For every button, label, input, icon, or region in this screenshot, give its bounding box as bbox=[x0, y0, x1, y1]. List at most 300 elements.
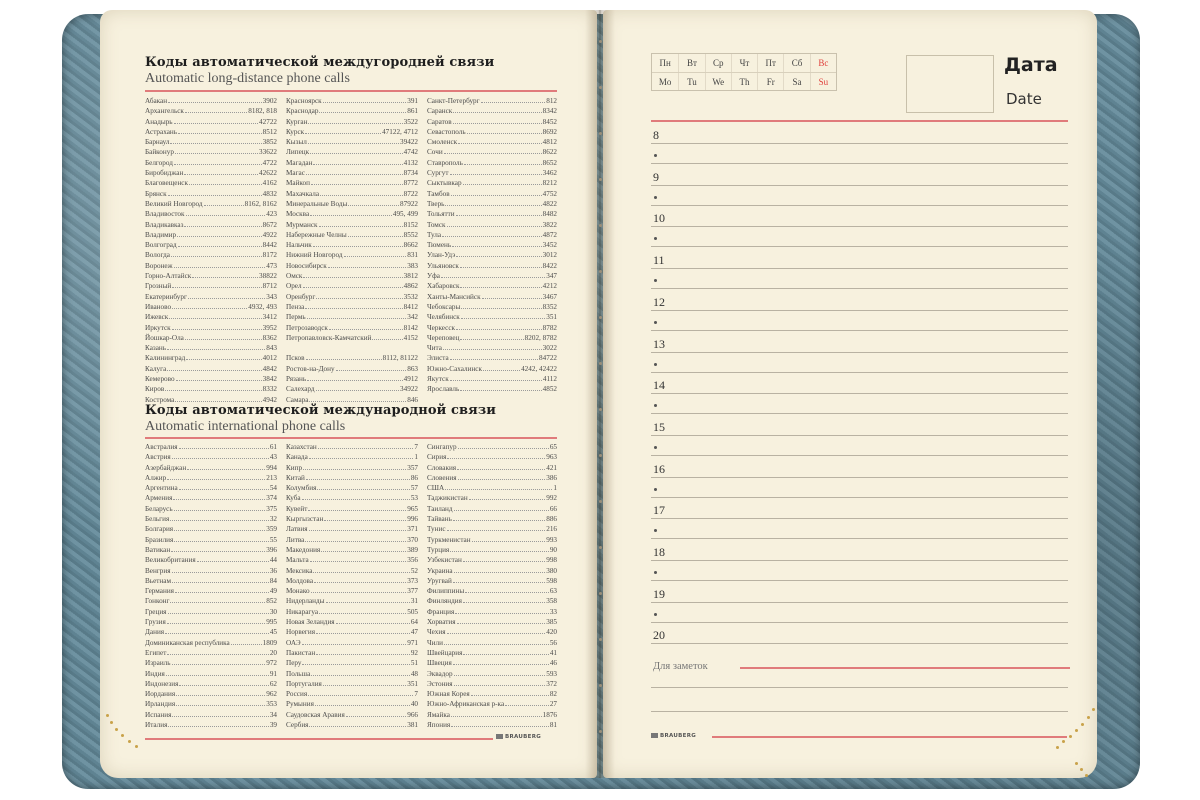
binding-stitch bbox=[599, 684, 602, 687]
schedule-line[interactable] bbox=[651, 143, 1068, 144]
dial-code: 4862 bbox=[403, 282, 418, 291]
place-name: Бразилия bbox=[145, 535, 174, 544]
place-name: Пенза bbox=[286, 302, 305, 311]
code-row bbox=[286, 333, 418, 343]
gold-dot bbox=[1075, 762, 1078, 765]
code-row bbox=[427, 627, 557, 637]
code-row bbox=[427, 607, 557, 617]
weekday-cell[interactable]: Пн bbox=[659, 58, 671, 68]
place-name: Финляндия bbox=[427, 597, 462, 606]
dial-code: 593 bbox=[546, 669, 557, 678]
dot-leader bbox=[464, 164, 542, 165]
dial-code: 57 bbox=[410, 484, 418, 493]
dial-code: 7 bbox=[414, 443, 418, 451]
weekday-cell[interactable]: Сб bbox=[783, 54, 809, 72]
dial-code: 995 bbox=[266, 618, 277, 627]
dial-code: 8652 bbox=[542, 158, 557, 167]
dial-code: 998 bbox=[546, 556, 557, 565]
dial-code: 38822 bbox=[259, 272, 277, 281]
code-row bbox=[427, 710, 557, 720]
dial-code: 357 bbox=[407, 463, 418, 472]
dial-code: 385 bbox=[546, 618, 557, 627]
code-row bbox=[286, 292, 418, 302]
schedule-line[interactable] bbox=[651, 330, 1068, 331]
dial-code: 48 bbox=[410, 669, 418, 678]
schedule-line[interactable] bbox=[651, 226, 1068, 227]
place-name: Иркутск bbox=[145, 323, 171, 332]
dot-leader bbox=[186, 215, 266, 216]
dial-code: 4822 bbox=[542, 199, 557, 208]
place-name: Бельгия bbox=[145, 515, 170, 524]
gold-dot bbox=[1085, 774, 1088, 777]
dial-code: 8412 bbox=[403, 302, 418, 311]
place-name: Кемерово bbox=[145, 375, 175, 384]
place-name: Грузия bbox=[145, 618, 166, 627]
place-name: Кыргызстан bbox=[286, 515, 324, 524]
code-row bbox=[286, 343, 418, 353]
code-row bbox=[427, 384, 557, 394]
code-row bbox=[286, 483, 418, 493]
dot-leader bbox=[317, 489, 409, 490]
dot-leader bbox=[189, 184, 262, 185]
dial-code: 8422 bbox=[542, 261, 557, 270]
place-name: Индонезия bbox=[145, 679, 179, 688]
place-name: Литва bbox=[286, 535, 305, 544]
section2-divider bbox=[145, 437, 557, 439]
weekday-cell[interactable]: Fr bbox=[757, 73, 783, 90]
place-name: Нижний Новгород bbox=[286, 251, 343, 260]
dial-code: 84 bbox=[269, 576, 277, 585]
dot-leader bbox=[456, 256, 541, 257]
dial-code: 47122, 4712 bbox=[382, 127, 418, 136]
hour-label: 18 bbox=[653, 545, 665, 559]
gold-dot bbox=[1080, 768, 1083, 771]
dot-leader bbox=[231, 644, 262, 645]
code-row bbox=[286, 710, 418, 720]
dial-code: 1 bbox=[553, 484, 557, 493]
date-label-en: Date bbox=[1006, 90, 1042, 108]
dial-code: 8202, 8782 bbox=[524, 333, 557, 342]
schedule-line[interactable] bbox=[651, 602, 1068, 603]
code-row bbox=[427, 250, 557, 260]
place-name: Красноярск bbox=[286, 97, 322, 105]
code-row bbox=[427, 493, 557, 503]
dial-code: 420 bbox=[546, 628, 557, 637]
brand-text-left: BRAUBERG bbox=[505, 734, 542, 740]
dial-code: 3842 bbox=[262, 375, 277, 384]
dial-code: 40 bbox=[410, 700, 418, 709]
place-name: Тула bbox=[427, 230, 442, 239]
dial-code: 53 bbox=[410, 494, 418, 503]
half-hour-dot bbox=[654, 196, 657, 199]
dot-leader bbox=[175, 401, 261, 402]
place-name: Горно-Алтайск bbox=[145, 272, 192, 281]
notes-line[interactable] bbox=[651, 687, 1068, 688]
schedule-line[interactable] bbox=[651, 622, 1068, 623]
dial-code: 971 bbox=[407, 638, 418, 647]
code-row bbox=[145, 353, 277, 363]
notes-line[interactable] bbox=[651, 711, 1068, 712]
hour-label: 19 bbox=[653, 586, 665, 601]
dial-code: 3812 bbox=[403, 272, 418, 281]
dial-code: 846 bbox=[407, 395, 418, 404]
schedule-line[interactable] bbox=[651, 560, 1068, 561]
schedule-line[interactable] bbox=[651, 580, 1068, 581]
dot-leader bbox=[469, 499, 546, 500]
dial-code: 389 bbox=[407, 545, 418, 554]
section1-title-en: Automatic long-distance phone calls bbox=[145, 71, 350, 86]
dot-leader bbox=[171, 551, 265, 552]
weekday-cell[interactable]: Su bbox=[810, 73, 836, 90]
schedule-line[interactable] bbox=[651, 477, 1068, 478]
code-row bbox=[145, 168, 277, 178]
dial-code: 8672 bbox=[262, 220, 277, 229]
schedule-line[interactable] bbox=[651, 435, 1068, 436]
code-row bbox=[427, 679, 557, 689]
code-row bbox=[286, 384, 418, 394]
code-row bbox=[286, 261, 418, 271]
code-row bbox=[427, 312, 557, 322]
dial-code: 993 bbox=[546, 535, 557, 544]
place-name: Узбекистан bbox=[427, 556, 462, 565]
dial-code: 8622 bbox=[542, 148, 557, 157]
dial-code: 380 bbox=[546, 566, 557, 575]
place-name: Санкт-Петербург bbox=[427, 97, 480, 105]
dot-leader bbox=[458, 479, 546, 480]
place-name: Тамбов bbox=[427, 189, 450, 198]
weekday-cell[interactable]: Вт bbox=[678, 54, 704, 72]
code-row bbox=[145, 648, 277, 658]
dial-code: 62 bbox=[269, 679, 277, 688]
dot-leader bbox=[348, 236, 403, 237]
place-name: Мурманск bbox=[286, 220, 318, 229]
code-row bbox=[427, 127, 557, 137]
date-box[interactable] bbox=[906, 55, 994, 113]
place-name: Петропавловск-Камчатский bbox=[286, 333, 372, 342]
code-row bbox=[145, 374, 277, 384]
place-name: Иордания bbox=[145, 690, 176, 699]
place-name: Чебоксары bbox=[427, 302, 461, 311]
code-row bbox=[145, 230, 277, 240]
dial-code: 32 bbox=[269, 515, 277, 524]
code-row bbox=[145, 627, 277, 637]
code-row bbox=[427, 483, 557, 493]
code-row bbox=[145, 638, 277, 648]
dial-code: 3462 bbox=[542, 169, 557, 178]
dial-code: 33622 bbox=[259, 148, 277, 157]
place-name: Псков bbox=[286, 354, 305, 363]
dot-leader bbox=[323, 685, 406, 686]
place-name: Ирландия bbox=[145, 700, 176, 709]
place-name: Йошкар-Ола bbox=[145, 333, 184, 342]
place-name: Аргентина bbox=[145, 484, 178, 493]
place-name: Мальта bbox=[286, 556, 309, 565]
place-name: Белгород bbox=[145, 158, 173, 167]
dial-code: 505 bbox=[407, 607, 418, 616]
schedule-line[interactable] bbox=[651, 288, 1068, 289]
dot-leader bbox=[319, 112, 406, 113]
place-name: Орел bbox=[286, 282, 302, 291]
dot-leader bbox=[305, 541, 406, 542]
dial-code: 34 bbox=[269, 710, 277, 719]
dot-leader bbox=[463, 184, 542, 185]
schedule-line[interactable] bbox=[651, 246, 1068, 247]
dial-code: 396 bbox=[266, 545, 277, 554]
schedule-line[interactable] bbox=[651, 163, 1068, 164]
code-row bbox=[286, 117, 418, 127]
dot-leader bbox=[313, 164, 402, 165]
code-row bbox=[286, 576, 418, 586]
long-distance-column-1 bbox=[145, 96, 277, 405]
gold-dot bbox=[1087, 716, 1090, 719]
dial-code: 216 bbox=[546, 525, 557, 534]
dial-code: 49 bbox=[269, 587, 277, 596]
schedule-line[interactable] bbox=[651, 497, 1068, 498]
dial-code: 8452 bbox=[542, 117, 557, 126]
place-name: Сингапур bbox=[427, 443, 457, 451]
dial-code: 27 bbox=[549, 700, 557, 709]
dot-leader bbox=[346, 716, 406, 717]
dot-leader bbox=[460, 267, 542, 268]
place-name: Южно-Африканская р-ка bbox=[427, 700, 505, 709]
place-name: Архангельск bbox=[145, 107, 184, 116]
code-row bbox=[286, 209, 418, 219]
code-row bbox=[427, 689, 557, 699]
dot-leader bbox=[172, 664, 266, 665]
place-name: Салехард bbox=[286, 385, 315, 394]
code-row bbox=[286, 607, 418, 617]
dot-leader bbox=[316, 298, 402, 299]
dot-leader bbox=[467, 133, 542, 134]
binding-stitch bbox=[599, 546, 602, 549]
place-name: Самара bbox=[286, 395, 309, 404]
dot-leader bbox=[451, 726, 549, 727]
code-row bbox=[145, 137, 277, 147]
dot-leader bbox=[168, 613, 269, 614]
place-name: Саранск bbox=[427, 107, 453, 116]
code-row bbox=[145, 106, 277, 116]
schedule-line[interactable] bbox=[651, 393, 1068, 394]
dot-leader bbox=[445, 205, 541, 206]
dial-code: 8442 bbox=[262, 241, 277, 250]
code-row bbox=[145, 240, 277, 250]
dot-leader bbox=[458, 143, 541, 144]
place-name: Москва bbox=[286, 210, 310, 219]
code-row bbox=[286, 524, 418, 534]
place-name: Абакан bbox=[145, 97, 168, 105]
schedule-line[interactable] bbox=[651, 413, 1068, 414]
dot-leader bbox=[309, 401, 406, 402]
dot-leader bbox=[179, 448, 269, 449]
dot-leader bbox=[456, 329, 542, 330]
dial-code: 4112 bbox=[542, 375, 557, 384]
dial-code: 423 bbox=[266, 210, 277, 219]
dot-leader bbox=[316, 633, 410, 634]
dot-leader bbox=[310, 215, 392, 216]
code-row bbox=[286, 473, 418, 483]
hour-label: 17 bbox=[653, 503, 665, 518]
dial-code: 3452 bbox=[542, 241, 557, 250]
code-row bbox=[286, 638, 418, 648]
place-name: Липецк bbox=[286, 148, 310, 157]
place-name: Курган bbox=[286, 117, 308, 126]
dial-code: 3022 bbox=[542, 344, 557, 353]
place-name: Дания bbox=[145, 628, 165, 637]
weekday-cell[interactable]: Sa bbox=[783, 73, 809, 90]
place-name: Саудовская Аравия bbox=[286, 710, 345, 719]
dial-code: 46 bbox=[549, 659, 557, 668]
code-row bbox=[427, 658, 557, 668]
place-name: Сургут bbox=[427, 169, 449, 178]
schedule-line[interactable] bbox=[651, 518, 1068, 519]
place-name: Доминиканская республика bbox=[145, 638, 230, 647]
dial-code: 370 bbox=[407, 535, 418, 544]
code-row bbox=[427, 576, 557, 586]
section2-title-en: Automatic international phone calls bbox=[145, 419, 346, 434]
dot-leader bbox=[323, 102, 407, 103]
dial-code: 52 bbox=[410, 566, 418, 575]
schedule-line[interactable] bbox=[651, 352, 1068, 353]
code-row bbox=[427, 343, 557, 353]
dot-leader bbox=[481, 102, 546, 103]
place-name: Ханты-Мансийск bbox=[427, 292, 481, 301]
dot-leader bbox=[314, 582, 406, 583]
dial-code: 4842 bbox=[262, 364, 277, 373]
hour-label: 8 bbox=[653, 128, 659, 142]
dial-code: 7 bbox=[414, 690, 418, 699]
weekday-cell[interactable]: Mo bbox=[658, 77, 672, 87]
binding-stitch bbox=[599, 592, 602, 595]
code-row bbox=[427, 720, 557, 730]
dial-code: 4912 bbox=[403, 375, 418, 384]
dot-leader bbox=[447, 530, 546, 531]
dial-code: 65 bbox=[549, 443, 557, 451]
dial-code: 39422 bbox=[400, 138, 418, 147]
code-row bbox=[427, 271, 557, 281]
code-row bbox=[145, 524, 277, 534]
dot-leader bbox=[309, 726, 406, 727]
dial-code: 886 bbox=[546, 515, 557, 524]
dot-leader bbox=[328, 267, 407, 268]
place-name: Израиль bbox=[145, 659, 171, 668]
code-row bbox=[145, 607, 277, 617]
dot-leader bbox=[302, 499, 410, 500]
weekday-cell[interactable]: Tu bbox=[678, 73, 704, 90]
weekday-cell[interactable]: Вс bbox=[810, 54, 836, 72]
place-name: Благовещенск bbox=[145, 179, 188, 188]
schedule-line[interactable] bbox=[651, 643, 1068, 644]
binding-stitch bbox=[599, 316, 602, 319]
code-row bbox=[427, 452, 557, 462]
schedule-line[interactable] bbox=[651, 538, 1068, 539]
place-name: Петрозаводск bbox=[286, 323, 328, 332]
half-hour-dot bbox=[654, 446, 657, 449]
dot-leader bbox=[447, 226, 542, 227]
place-name: Нидерланды bbox=[286, 597, 325, 606]
weekday-cell[interactable]: Пт bbox=[757, 54, 783, 72]
weekday-cell[interactable]: We bbox=[705, 73, 731, 90]
place-name: Таиланд bbox=[427, 504, 453, 513]
place-name: Великобритания bbox=[145, 556, 196, 565]
half-hour-dot bbox=[654, 571, 657, 574]
weekday-cell[interactable]: Th bbox=[731, 73, 757, 90]
place-name: Тольятти bbox=[427, 210, 455, 219]
brand-logo-right bbox=[651, 733, 696, 739]
schedule-line[interactable] bbox=[651, 310, 1068, 311]
place-name: Грозный bbox=[145, 282, 172, 291]
dot-leader bbox=[175, 592, 269, 593]
place-name: Македония bbox=[286, 545, 321, 554]
schedule-line[interactable] bbox=[651, 455, 1068, 456]
dial-code: 3467 bbox=[542, 292, 557, 301]
schedule-line[interactable] bbox=[651, 268, 1068, 269]
dial-code: 20 bbox=[269, 648, 277, 657]
dial-code: 342 bbox=[407, 313, 418, 322]
binding-stitch bbox=[599, 454, 602, 457]
gold-dot bbox=[106, 714, 109, 717]
place-name: Чита bbox=[427, 344, 442, 353]
dot-leader bbox=[471, 695, 549, 696]
dot-leader bbox=[175, 153, 258, 154]
dial-code: 1876 bbox=[542, 710, 557, 719]
place-name: Германия bbox=[145, 587, 174, 596]
code-row bbox=[427, 158, 557, 168]
weekday-cell[interactable]: Чт bbox=[731, 54, 757, 72]
place-name: Австрия bbox=[145, 453, 171, 462]
dot-leader bbox=[204, 205, 244, 206]
code-row bbox=[286, 658, 418, 668]
hour-label: 13 bbox=[653, 336, 665, 351]
dial-code: 30 bbox=[269, 607, 277, 616]
dot-leader bbox=[305, 133, 381, 134]
code-row bbox=[286, 178, 418, 188]
binding-stitch bbox=[599, 362, 602, 365]
code-row bbox=[145, 483, 277, 493]
dot-leader bbox=[454, 510, 549, 511]
dial-code: 383 bbox=[407, 261, 418, 270]
gold-dot bbox=[115, 728, 118, 731]
dial-code: 992 bbox=[546, 494, 557, 503]
code-row bbox=[286, 271, 418, 281]
code-row bbox=[286, 596, 418, 606]
dot-leader bbox=[454, 675, 546, 676]
dot-leader bbox=[441, 277, 545, 278]
place-name: Хорватия bbox=[427, 618, 456, 627]
schedule-line[interactable] bbox=[651, 185, 1068, 186]
dot-leader bbox=[463, 602, 545, 603]
code-row bbox=[427, 220, 557, 230]
dial-code: 4132 bbox=[403, 158, 418, 167]
code-row bbox=[145, 312, 277, 322]
dial-code: 64 bbox=[410, 618, 418, 627]
weekday-cell[interactable]: Ср bbox=[705, 54, 731, 72]
code-row bbox=[427, 617, 557, 627]
dial-code: 473 bbox=[266, 261, 277, 270]
code-row bbox=[286, 364, 418, 374]
place-name: Барнаул bbox=[145, 138, 170, 147]
code-row bbox=[427, 514, 557, 524]
schedule-line[interactable] bbox=[651, 205, 1068, 206]
code-row bbox=[286, 452, 418, 462]
dot-leader bbox=[444, 644, 549, 645]
place-name: Эстония bbox=[427, 679, 453, 688]
code-row bbox=[286, 250, 418, 260]
schedule-line[interactable] bbox=[651, 372, 1068, 373]
dial-code: 87922 bbox=[400, 199, 418, 208]
place-name: Словения bbox=[427, 473, 457, 482]
code-row bbox=[145, 209, 277, 219]
dial-code: 4922 bbox=[262, 230, 277, 239]
